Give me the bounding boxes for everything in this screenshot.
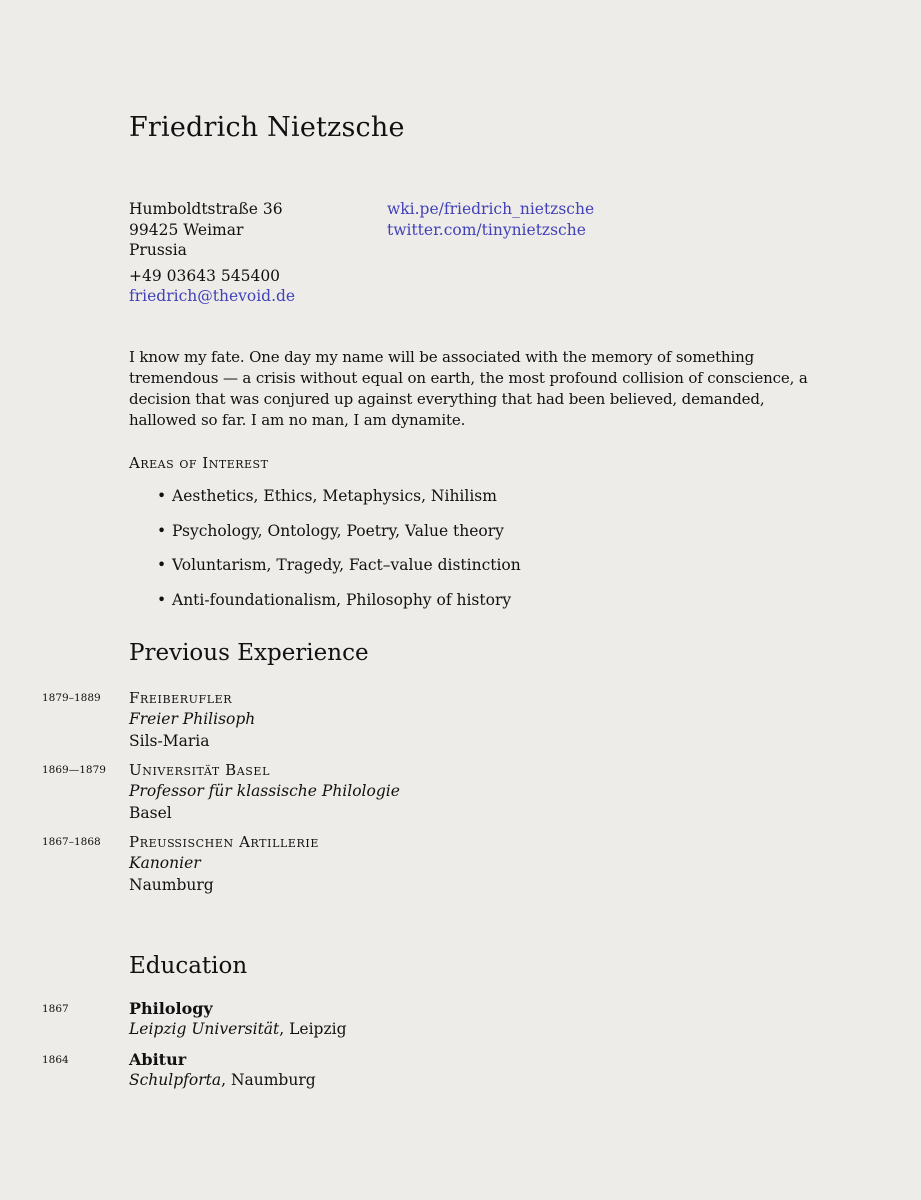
phone: +49 03643 545400 bbox=[129, 266, 281, 285]
list-item bbox=[157, 553, 657, 588]
entry-place: Basel bbox=[129, 803, 172, 822]
entry-dates: 1869—1879 bbox=[42, 764, 106, 776]
country: Prussia bbox=[129, 241, 187, 259]
twitter-link[interactable]: twitter.com/tinynietzsche bbox=[387, 220, 586, 239]
entry-org: Freiberufler bbox=[129, 689, 233, 707]
wiki-link[interactable]: wki.pe/friedrich_nietzsche bbox=[387, 200, 595, 218]
interest-text: Anti-foundationalism, Philosophy of history bbox=[172, 591, 512, 610]
entry-school: Leipzig Universität bbox=[129, 1020, 280, 1039]
list-item bbox=[157, 588, 657, 623]
entry-dates: 1867–1868 bbox=[42, 836, 101, 848]
entry-year: 1864 bbox=[42, 1054, 69, 1066]
entry-degree: Philology bbox=[129, 999, 213, 1018]
bullet-icon: • bbox=[157, 591, 167, 610]
entry-role: Professor für klassische Philologie bbox=[129, 782, 400, 801]
entry-org: Preußischen Artillerie bbox=[129, 833, 319, 851]
bullet-icon: • bbox=[157, 521, 167, 540]
city: 99425 Weimar bbox=[129, 220, 244, 239]
interests-list bbox=[157, 484, 657, 623]
page-title: Friedrich Nietzsche bbox=[129, 112, 405, 143]
education-heading: Education bbox=[129, 953, 248, 979]
entry-city: , Naumburg bbox=[221, 1071, 316, 1090]
entry-org: Universität Basel bbox=[129, 761, 270, 779]
experience-heading: Previous Experience bbox=[129, 640, 369, 666]
street: Humboldtstraße 36 bbox=[129, 200, 283, 218]
summary-paragraph: I know my fate. One day my name will be associated with the memory of something tremendous — a crisis without equal on earth, the most profound collision of conscience, a decision that was conjured up against everything that had been believed, demanded, hallowed so far. I am no man, I am dynamite. bbox=[129, 348, 808, 429]
bullet-icon: • bbox=[157, 556, 167, 575]
entry-city: , Leipzig bbox=[279, 1020, 347, 1039]
interest-text: Voluntarism, Tragedy, Fact–value distinction bbox=[172, 556, 521, 575]
entry-place: Naumburg bbox=[129, 875, 214, 894]
online-links bbox=[387, 199, 594, 240]
list-item bbox=[157, 484, 657, 519]
interests-heading: Areas of Interest bbox=[129, 454, 269, 472]
entry-degree: Abitur bbox=[129, 1050, 187, 1069]
email-link[interactable]: friedrich@thevoid.de bbox=[129, 287, 296, 305]
entry-role: Freier Philisoph bbox=[129, 710, 256, 729]
list-item bbox=[157, 519, 657, 554]
entry-school: Schulpforta bbox=[129, 1071, 222, 1090]
bullet-icon: • bbox=[157, 487, 167, 505]
entry-place: Sils-Maria bbox=[129, 731, 210, 750]
address-block bbox=[129, 199, 295, 307]
entry-year: 1867 bbox=[42, 1003, 69, 1015]
entry-role: Kanonier bbox=[129, 854, 201, 873]
interest-text: Psychology, Ontology, Poetry, Value theory bbox=[172, 521, 504, 540]
entry-dates: 1879–1889 bbox=[42, 692, 101, 704]
interest-text: Aesthetics, Ethics, Metaphysics, Nihilism bbox=[172, 487, 497, 505]
